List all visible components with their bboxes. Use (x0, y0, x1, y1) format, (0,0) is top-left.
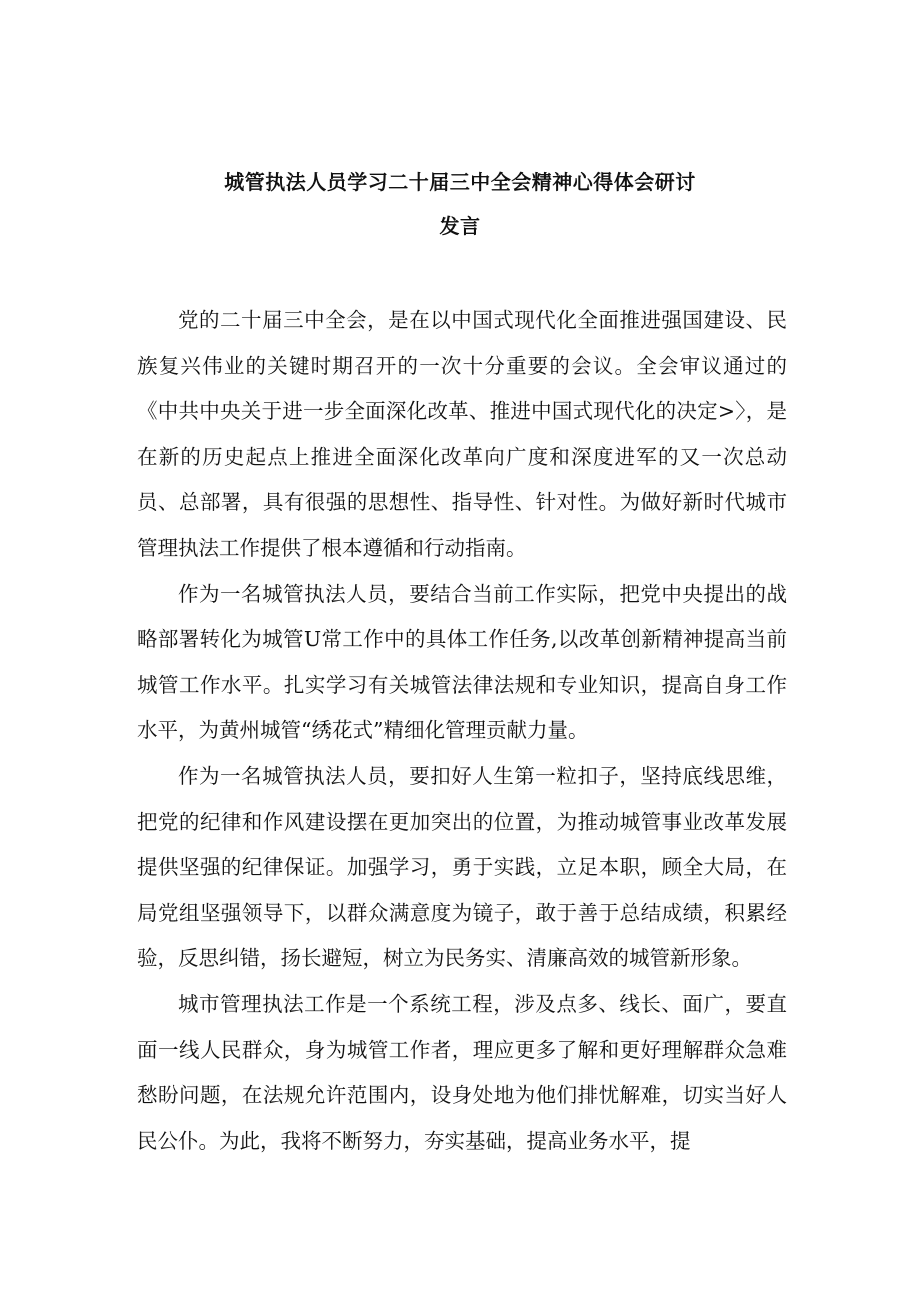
document-body (137, 298, 787, 1164)
paragraph-3: 作为一名城管执法人员，要扣好人生第一粒扣子，坚持底线思维，把党的纪律和作风建设摆在更加突出的位置，为推动城管事业改革发展提供坚强的纪律保证。加强学习，勇于实践，立足本职，顾全大局，在局党组坚强领导下，以群众满意度为镜子，敢于善于总结成绩，积累经验，反思纠错，扬长避短，树立为民务实、清廉高效的城管新形象。 (137, 763, 787, 971)
paragraph-4: 城市管理执法工作是一个系统工程，涉及点多、线长、面广，要直面一线人民群众，身为城管工作者，理应更多了解和更好理解群众急难愁盼问题，在法规允许范围内，设身处地为他们排忧解难，切实当好人民公仆。为此，我将不断努力，夯实基础，提高业务水平，提 (137, 991, 787, 1153)
paragraph-1: 党的二十届三中全会，是在以中国式现代化全面推进强国建设、民族复兴伟业的关键时期召开的一次十分重要的会议。全会审议通过的《中共中央关于进一步全面深化改革、推进中国式现代化的决定>〉，是在新的历史起点上推进全面深化改革向广度和深度进军的又一次总动员、总部署，具有很强的思想性、指导性、针对性。为做好新时代城市管理执法工作提供了根本遵循和行动指南。 (137, 308, 787, 560)
paragraph-2: 作为一名城管执法人员，要结合当前工作实际，把党中央提出的战略部署转化为城管U常工作中的具体工作任务,以改革创新精神提高当前城管工作水平。扎实学习有关城管法律法规和专业知识，提高自身工作水平，为黄州城管“绣花式”精细化管理贡献力量。 (137, 581, 787, 743)
document-title-line-1: 城管执法人员学习二十届三中全会精神心得体会研讨 (224, 170, 696, 194)
document-title-line-2: 发言 (439, 214, 481, 238)
